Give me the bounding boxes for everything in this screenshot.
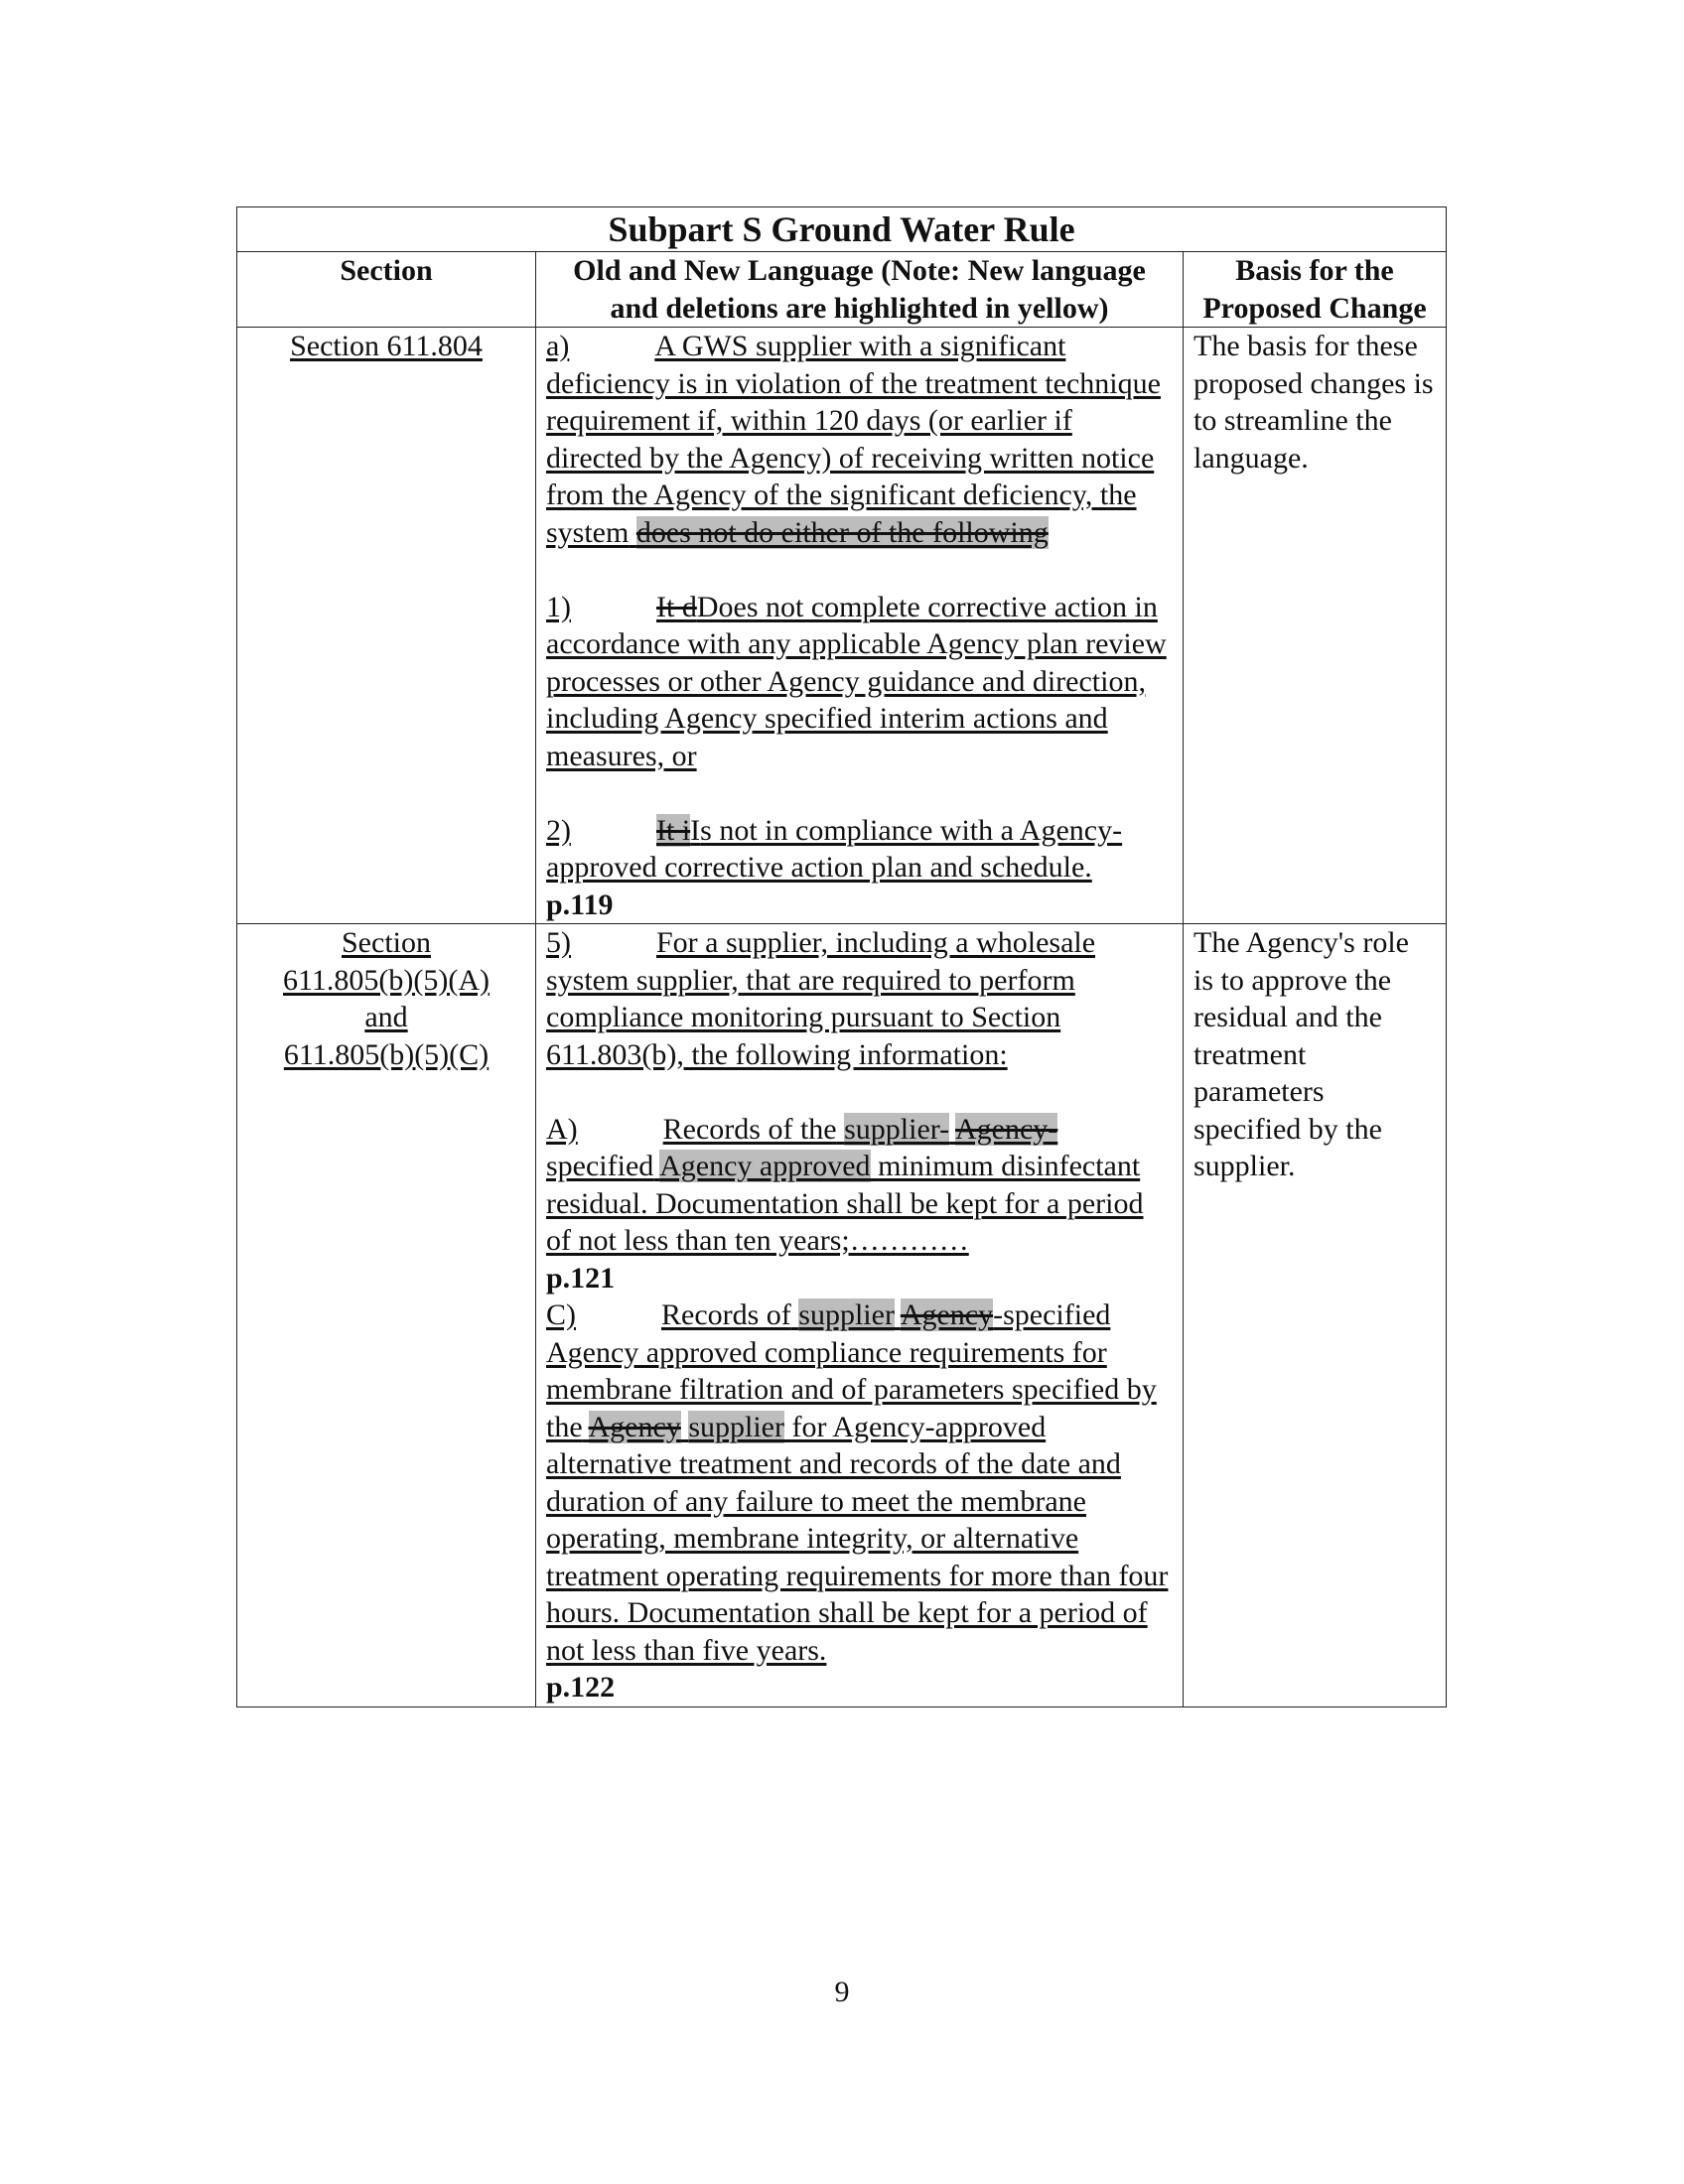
item-c: C) Records of supplier Agency-specified Agency approved compliance requirements for membrane filtration and of parameters specified by the Agency supplier for Agency-approved alternative treatment and records of the date and duration of any failure to meet the membrane operating, membrane integrity, or alternative treatment operating requirements for more than four hours. Documentation shall be kept for a period of not less than five years. [546,1298,1169,1667]
section-611-804: Section 611.804 [290,330,483,362]
item-2-text: s not in compliance with a Agency-approved corrective action plan and schedule. [546,813,1123,884]
deleted-text: It i [656,813,691,847]
section-cell [237,328,536,924]
deleted-text: does not do either of the following [635,515,1049,549]
page-number: 9 [834,1976,850,2008]
paragraph-a-text: A GWS supplier with a significant deficiency is in violation of the treatment technique requirement if, within 120 days (or earlier if directed by the Agency) of receiving written notice from the Agency of the significant deficiency, the system [546,330,1161,549]
basis-cell: The basis for these proposed changes is to streamline the language. [1184,328,1447,924]
item-2-label: 2) [546,813,571,847]
table-row [237,924,1447,1707]
highlighted-text: supplier [688,1410,784,1443]
page-reference: p.122 [546,1671,616,1704]
header-row [237,252,1447,328]
highlighted-text: Agency approved [659,1150,871,1182]
section-cell: Section 611.805(b)(5)(A) and 611.805(b)(5)(C) [237,924,536,1707]
language-cell [536,924,1184,1707]
highlighted-deleted-text: Agency [588,1410,681,1443]
item-2: 2) It iIs not in compliance with a Agency-approved corrective action plan and schedule. [546,813,1123,884]
header-language: Old and New Language (Note: New language and deletions are highlighted in yellow) [536,252,1184,328]
page-reference: p.119 [546,887,614,921]
highlighted-text: supplier [798,1298,895,1331]
deleted-text: It d [656,590,697,623]
rule-table [236,206,1447,1707]
page-reference: p.121 [546,1261,616,1295]
highlighted-text: supplier- [844,1112,950,1146]
header-basis: Basis for the Proposed Change [1184,252,1447,328]
highlighted-deleted-text: Agency- [955,1112,1058,1146]
table-title: Subpart S Ground Water Rule [237,207,1447,252]
basis-cell: The Agency's role is to approve the residual and the treatment parameters specified by the supplier. [1184,924,1447,1707]
item-a: A) Records of the supplier- Agency- specified Agency approved minimum disinfectant residual. Documentation shall be kept for a period of not less than ten years;………… [546,1112,1144,1257]
item-1-text: oes not complete corrective action in accordance with any applicable Agency plan review processes or other Agency guidance and direction, including Agency specified interim actions and measures, or [546,590,1167,772]
language-cell [536,328,1184,924]
table-row [237,328,1447,924]
header-section: Section [237,252,536,328]
title-row [237,207,1447,252]
paragraph-a [546,328,1173,551]
paragraph-a-label: a) [546,330,570,362]
paragraph-5: 5) For a supplier, including a wholesale system supplier, that are required to perform compliance monitoring pursuant to Section 611.803(b), the following information: [546,926,1096,1071]
item-1: 1) It dDoes not complete corrective action in accordance with any applicable Agency plan review processes or other Agency guidance and direction, including Agency specified interim actions and measures, or [546,590,1167,772]
highlighted-deleted-text: Agency [900,1298,994,1331]
item-1-label: 1) [546,590,571,623]
